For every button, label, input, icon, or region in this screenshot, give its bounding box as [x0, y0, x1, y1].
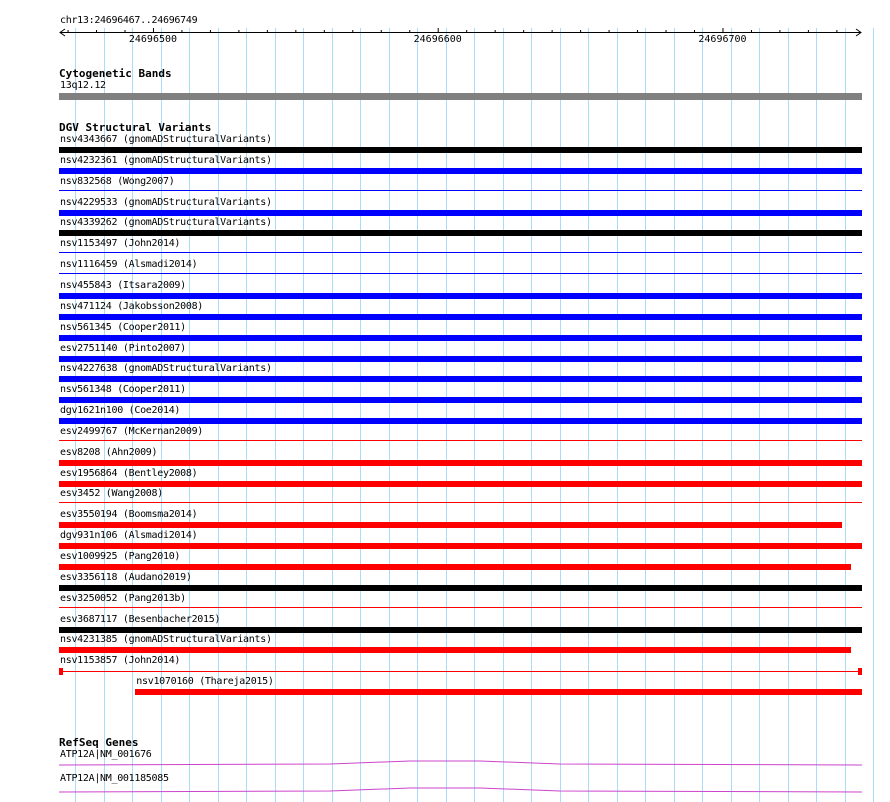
- variant-label: nsv471124 (Jakobsson2008): [60, 301, 204, 312]
- gene-label: ATP12A|NM_001185085: [60, 773, 169, 784]
- variant-bar[interactable]: [59, 627, 862, 633]
- variant-bar[interactable]: [59, 481, 862, 487]
- variant-label: esv2751140 (Pinto2007): [60, 343, 186, 354]
- variant-label: dgv931n106 (Alsmadi2014): [60, 530, 198, 541]
- variant-label: nsv4339262 (gnomADStructuralVariants): [60, 217, 272, 228]
- variant-label: nsv4232361 (gnomADStructuralVariants): [60, 155, 272, 166]
- variant-label: dgv1621n100 (Coe2014): [60, 405, 181, 416]
- variant-label: esv3250052 (Pang2013b): [60, 593, 186, 604]
- variant-bar[interactable]: [59, 418, 862, 424]
- variant-bar[interactable]: [59, 502, 862, 503]
- variant-bar[interactable]: [59, 543, 862, 549]
- variant-label: esv8208 (Ahn2009): [60, 447, 158, 458]
- variant-label: esv1956864 (Bentley2008): [60, 468, 198, 479]
- variant-bar[interactable]: [135, 689, 862, 695]
- cytoband-label: 13q12.12: [60, 80, 106, 91]
- variant-label: nsv1153857 (John2014): [60, 655, 181, 666]
- cytoband-track-title[interactable]: Cytogenetic Bands: [59, 67, 172, 80]
- variant-bar[interactable]: [59, 440, 862, 441]
- ruler-tick-label: 24696600: [413, 34, 462, 45]
- variant-bar[interactable]: [59, 522, 842, 528]
- locus-label: chr13:24696467..24696749: [60, 15, 198, 26]
- variant-label: nsv4231385 (gnomADStructuralVariants): [60, 634, 272, 645]
- variant-bar[interactable]: [59, 273, 862, 274]
- variant-bar[interactable]: [59, 147, 862, 153]
- variant-bar[interactable]: [59, 460, 862, 466]
- variant-label: nsv832568 (Wong2007): [60, 176, 175, 187]
- variant-bar[interactable]: [59, 564, 851, 570]
- gene-label: ATP12A|NM_001676: [60, 749, 152, 760]
- ruler-tick-label: 24696700: [698, 34, 747, 45]
- refseq-track-title[interactable]: RefSeq Genes: [59, 736, 139, 749]
- variant-label: esv3687117 (Besenbacher2015): [60, 614, 221, 625]
- variant-bar[interactable]: [59, 376, 862, 382]
- cytoband-bar[interactable]: [59, 93, 862, 100]
- variant-label: esv3356118 (Audano2019): [60, 572, 192, 583]
- variant-label: nsv561348 (Cooper2011): [60, 384, 186, 395]
- gene-model[interactable]: [0, 786, 890, 796]
- variant-label: nsv4227638 (gnomADStructuralVariants): [60, 363, 272, 374]
- variant-label: esv3550194 (Boomsma2014): [60, 509, 198, 520]
- variant-bar[interactable]: [59, 210, 862, 216]
- variant-label: esv1009925 (Pang2010): [60, 551, 181, 562]
- gene-model[interactable]: [0, 758, 890, 770]
- ruler-tick-label: 24696500: [128, 34, 178, 45]
- variant-bar[interactable]: [59, 397, 862, 403]
- variant-bar[interactable]: [59, 230, 862, 236]
- variant-label: nsv455843 (Itsara2009): [60, 280, 186, 291]
- dgv-track-title[interactable]: DGV Structural Variants: [59, 121, 212, 134]
- variant-label: nsv561345 (Cooper2011): [60, 322, 186, 333]
- variant-bar[interactable]: [59, 190, 862, 191]
- variant-bar[interactable]: [59, 647, 851, 653]
- variant-bar[interactable]: [59, 314, 862, 320]
- variant-label: nsv4229533 (gnomADStructuralVariants): [60, 197, 272, 208]
- variant-bar[interactable]: [59, 252, 862, 253]
- variant-label: nsv1116459 (Alsmadi2014): [60, 259, 198, 270]
- variant-bar[interactable]: [59, 356, 862, 362]
- variant-bar[interactable]: [59, 293, 862, 299]
- variant-label: esv2499767 (McKernan2009): [60, 426, 204, 437]
- variant-bar[interactable]: [59, 585, 862, 591]
- variant-label: esv3452 (Wang2008): [60, 488, 163, 499]
- variant-label: nsv1070160 (Thareja2015): [136, 676, 274, 687]
- variant-bar[interactable]: [59, 335, 862, 341]
- variant-bar[interactable]: [59, 671, 862, 672]
- variant-label: nsv1153497 (John2014): [60, 238, 181, 249]
- variant-bar[interactable]: [59, 607, 862, 608]
- variant-bar[interactable]: [59, 168, 862, 174]
- variant-label: nsv4343667 (gnomADStructuralVariants): [60, 134, 272, 145]
